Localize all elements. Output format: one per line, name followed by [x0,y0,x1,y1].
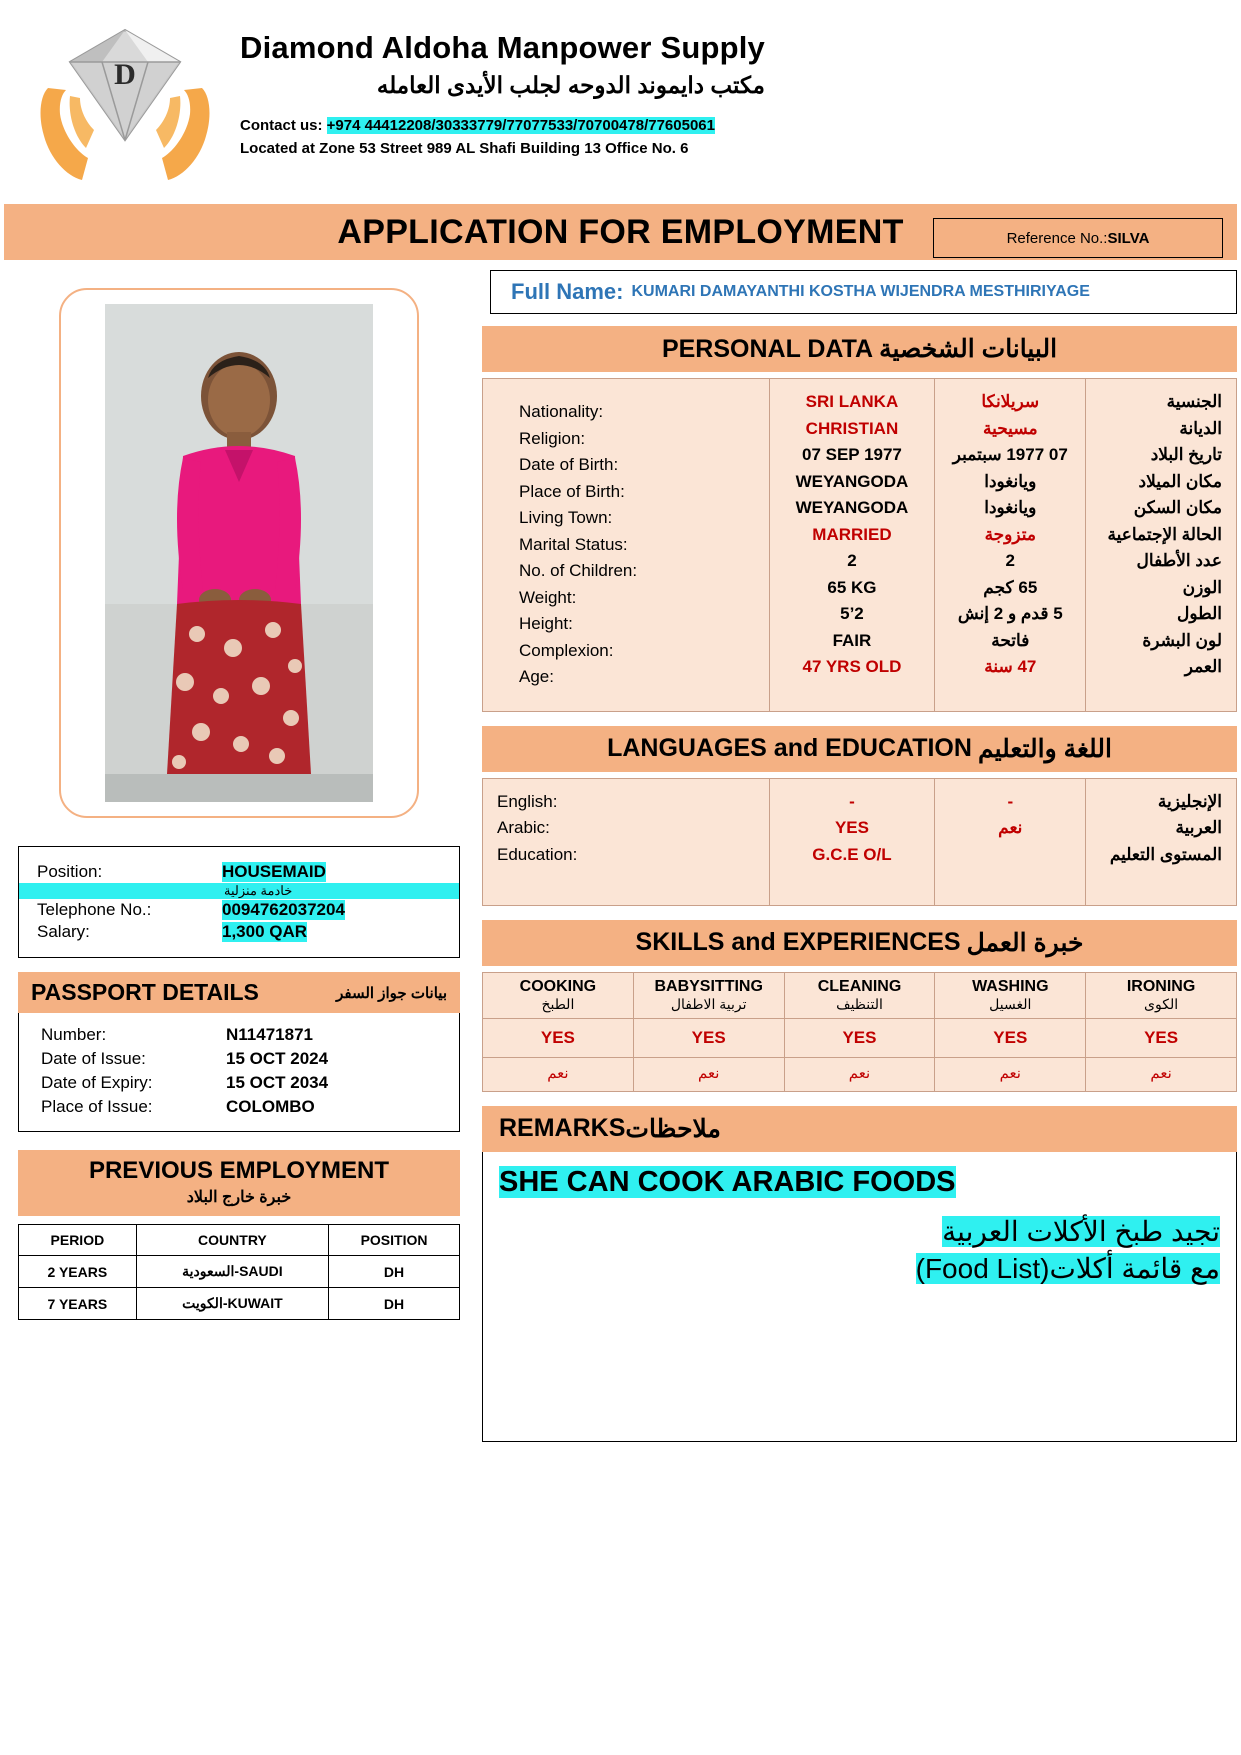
table-row [19,1288,460,1320]
previous-employment-table [18,1224,460,1320]
value-complexion: FAIR [832,630,872,650]
passport-row [19,1023,459,1047]
skills-value-row [483,1018,1237,1057]
skill-washing-en: WASHING [972,977,1049,995]
passport-heading-ar: بيانات جواز السفر [336,984,447,1002]
skill-column-ironing [1086,972,1237,1018]
label-height: Height: [519,614,573,633]
passport-issue-label: Date of Issue: [41,1049,146,1068]
contact-value: +974 44412208/30333779/77077533/70700478/77605061 [326,117,715,134]
value-ar-english: - [1007,791,1014,811]
full-name-label: Full Name: [511,279,624,304]
previous-employment-heading-ar: خبرة خارج البلاد [186,1189,292,1206]
remarks-line-ar-2: مع قائمة أكلات(Food List) [915,1252,1220,1284]
passport-row [19,1071,459,1095]
value-ar-nationality: سريلانكا [981,392,1040,411]
skill-cleaning-en: CLEANING [817,977,902,995]
full-name-box [490,270,1237,314]
languages-values-en [784,789,921,895]
value-ar-education [949,842,1071,869]
label-complexion: Complexion: [519,640,614,660]
cell-period: 2 YEARS [19,1256,137,1288]
skill-value-babysitting: YES [633,1018,784,1057]
label-english: English: [497,791,558,811]
position-label: Position: [37,862,103,881]
passport-place-label: Place of Issue: [41,1097,153,1116]
cell-position: DH [329,1256,460,1288]
skill-babysitting-ar: تربية الاطفال [670,995,747,1012]
table-header-row [19,1225,460,1256]
position-row [19,861,459,883]
personal-data-heading-en: PERSONAL DATA [661,334,874,363]
contact-label: Contact us: [240,117,323,134]
skill-column-cooking [483,972,634,1018]
passport-row [19,1095,459,1119]
skill-value-ironing: YES [1086,1018,1237,1057]
label-date-of-birth: Date of Birth: [519,455,619,474]
skill-ironing-en: IRONING [1126,977,1196,995]
value-date-of-birth: 07 SEP 1977 [802,445,902,464]
label-ar-living-town: مكان السكن [1133,498,1222,517]
remarks-section-header [482,1106,1237,1152]
skill-column-cleaning [784,972,935,1018]
passport-row [19,1047,459,1071]
value-ar-marital-status: متزوجة [984,524,1037,544]
skill-value-ar-ironing: نعم [1086,1057,1237,1091]
salary-row [19,921,459,943]
column-country: COUNTRY [136,1225,328,1256]
skill-cooking-ar: الطبخ [541,995,575,1012]
skill-column-babysitting [633,972,784,1018]
label-ar-complexion: لون البشرة [1142,630,1222,650]
full-name-value: KUMARI DAMAYANTHI KOSTHA WIJENDRA MESTHIRIYAGE [631,283,1090,300]
company-logo [30,18,220,188]
page-title: APPLICATION FOR EMPLOYMENT [337,212,904,251]
value-nationality: SRI LANKA [805,392,899,411]
value-education: G.C.E O/L [812,844,892,864]
label-arabic: Arabic: [497,818,550,837]
telephone-value: 0094762037204 [222,900,345,919]
reference-value: SILVA [1107,229,1150,247]
column-period: PERIOD [19,1225,137,1256]
reference-label: Reference No.: [1006,229,1108,247]
remarks-heading-ar: ملاحظات [625,1114,721,1143]
value-english: - [849,791,855,811]
value-ar-religion: مسيحية [982,418,1038,438]
remarks-body [482,1152,1237,1442]
personal-data-values-ar [935,379,1085,691]
skills-table [482,972,1237,1092]
passport-issue-value: 15 OCT 2024 [226,1049,329,1068]
value-height: 5’2 [840,604,864,623]
label-age: Age: [519,667,554,686]
languages-heading-en: LANGUAGES and EDUCATION [607,734,972,762]
value-ar-age: 47 سنة [984,657,1037,676]
skill-value-ar-cooking: نعم [483,1057,634,1091]
languages-table [482,778,1237,906]
skills-header-row [483,972,1237,1018]
label-children: No. of Children: [519,561,638,580]
label-nationality: Nationality: [519,402,604,421]
cell-country: الكويت-KUWAIT [136,1288,328,1320]
label-ar-age: العمر [1184,657,1222,676]
header-text-block [240,18,765,157]
salary-value: 1,300 QAR [222,922,308,941]
cell-country: السعودية-SAUDI [136,1256,328,1288]
value-age: 47 YRS OLD [802,657,902,676]
skill-cooking-en: COOKING [519,977,597,995]
svg-text:D: D [114,58,136,91]
company-name-en: Diamond Aldoha Manpower Supply [240,30,765,65]
languages-labels-en [497,789,755,895]
remarks-line-en: SHE CAN COOK ARABIC FOODS [499,1165,956,1198]
applicant-photo-frame [59,288,419,818]
languages-section-header [482,726,1237,772]
telephone-row [19,899,459,921]
label-ar-english: الإنجليزية [1157,791,1222,811]
value-ar-place-of-birth: ويانغودا [984,471,1037,491]
passport-section-header [18,972,460,1013]
document-header [0,0,1241,192]
position-value-ar: خادمة منزلية [19,883,459,899]
right-column [482,270,1237,1442]
value-children: 2 [847,551,857,570]
label-religion: Religion: [519,428,586,448]
personal-data-header [482,326,1237,372]
value-religion: CHRISTIAN [805,418,899,438]
label-weight: Weight: [519,587,577,607]
skill-value-ar-washing: نعم [935,1057,1086,1091]
passport-number-value: N11471871 [226,1025,313,1044]
value-ar-living-town: ويانغودا [984,498,1037,517]
value-marital-status: MARRIED [812,524,892,544]
passport-place-value: COLOMBO [226,1097,315,1116]
position-value: HOUSEMAID [222,862,326,881]
languages-values-ar [949,789,1071,895]
label-ar-religion: الديانة [1179,418,1222,438]
left-column [4,270,474,1442]
skills-heading-ar: خبرة العمل [966,928,1084,957]
passport-expiry-label: Date of Expiry: [41,1073,153,1092]
value-weight: 65 KG [827,577,877,597]
skill-value-ar-cleaning: نعم [784,1057,935,1091]
label-place-of-birth: Place of Birth: [519,481,625,501]
personal-data-heading-ar: البيانات الشخصية [879,335,1058,363]
office-address: Located at Zone 53 Street 989 AL Shafi Building 13 Office No. 6 [240,140,689,157]
company-name-ar: مكتب دايموند الدوحه لجلب الأيدى العامله [376,72,765,98]
label-ar-marital-status: الحالة الإجتماعية [1107,524,1222,544]
skill-column-washing [935,972,1086,1018]
value-place-of-birth: WEYANGODA [795,471,909,491]
skills-heading-en: SKILLS and EXPERIENCES [635,928,961,956]
contact-line [240,117,765,134]
skills-section-header [482,920,1237,966]
skill-value-cleaning: YES [784,1018,935,1057]
cell-period: 7 YEARS [19,1288,137,1320]
document-body [0,270,1241,1442]
value-ar-complexion: فاتحة [991,630,1030,650]
passport-expiry-value: 15 OCT 2034 [226,1073,329,1092]
passport-heading-en: PASSPORT DETAILS [31,979,259,1005]
languages-heading-ar: اللغة والتعليم [977,734,1112,763]
value-ar-arabic: نعم [998,818,1023,837]
position-info-box [18,846,460,958]
label-ar-place-of-birth: مكان الميلاد [1138,471,1222,491]
label-ar-children: عدد الأطفال [1136,551,1222,570]
value-ar-date-of-birth: 07 1977 سبتمبر [952,445,1068,464]
value-ar-weight: 65 كجم [983,577,1038,597]
cell-position: DH [329,1288,460,1320]
label-marital-status: Marital Status: [519,534,628,554]
remarks-line-ar-1: تجيد طبخ الأكلات العربية [942,1215,1220,1247]
value-ar-height: 5 قدم و 2 إنش [957,604,1063,623]
value-arabic: YES [834,818,869,837]
value-ar-children: 2 [1005,551,1016,570]
telephone-label: Telephone No.: [37,900,152,919]
applicant-photo [105,304,373,802]
label-ar-height: الطول [1177,604,1222,623]
label-ar-nationality: الجنسية [1166,392,1222,411]
column-position: POSITION [329,1225,460,1256]
languages-labels-ar [1100,789,1222,895]
passport-details-body [18,1013,460,1132]
skill-value-ar-babysitting: نعم [633,1057,784,1091]
previous-employment-heading-en: PREVIOUS EMPLOYMENT [88,1157,390,1184]
label-living-town: Living Town: [519,508,613,527]
salary-label: Salary: [37,922,90,941]
personal-data-labels-en [505,389,769,701]
remarks-heading-en: REMARKS [499,1114,626,1142]
label-ar-arabic: العربية [1175,818,1222,837]
skill-value-washing: YES [935,1018,1086,1057]
skill-value-cooking: YES [483,1018,634,1057]
skill-cleaning-ar: التنظيف [836,995,883,1012]
skill-washing-ar: الغسيل [989,995,1032,1012]
skill-babysitting-en: BABYSITTING [654,977,763,995]
label-ar-date-of-birth: تاريخ البلاد [1150,445,1222,464]
skills-value-row-ar [483,1057,1237,1091]
reference-box [933,218,1223,258]
passport-number-label: Number: [41,1025,107,1044]
personal-data-labels-ar [1086,379,1236,691]
label-ar-weight: الوزن [1182,577,1222,597]
table-row [19,1256,460,1288]
personal-data-values-en [770,379,935,691]
personal-data-table [482,378,1237,712]
label-ar-education: المستوى التعليم [1109,844,1222,864]
skill-ironing-ar: الكوى [1144,995,1179,1012]
value-living-town: WEYANGODA [795,498,909,517]
label-education: Education: [497,844,578,864]
previous-employment-header [18,1150,460,1216]
